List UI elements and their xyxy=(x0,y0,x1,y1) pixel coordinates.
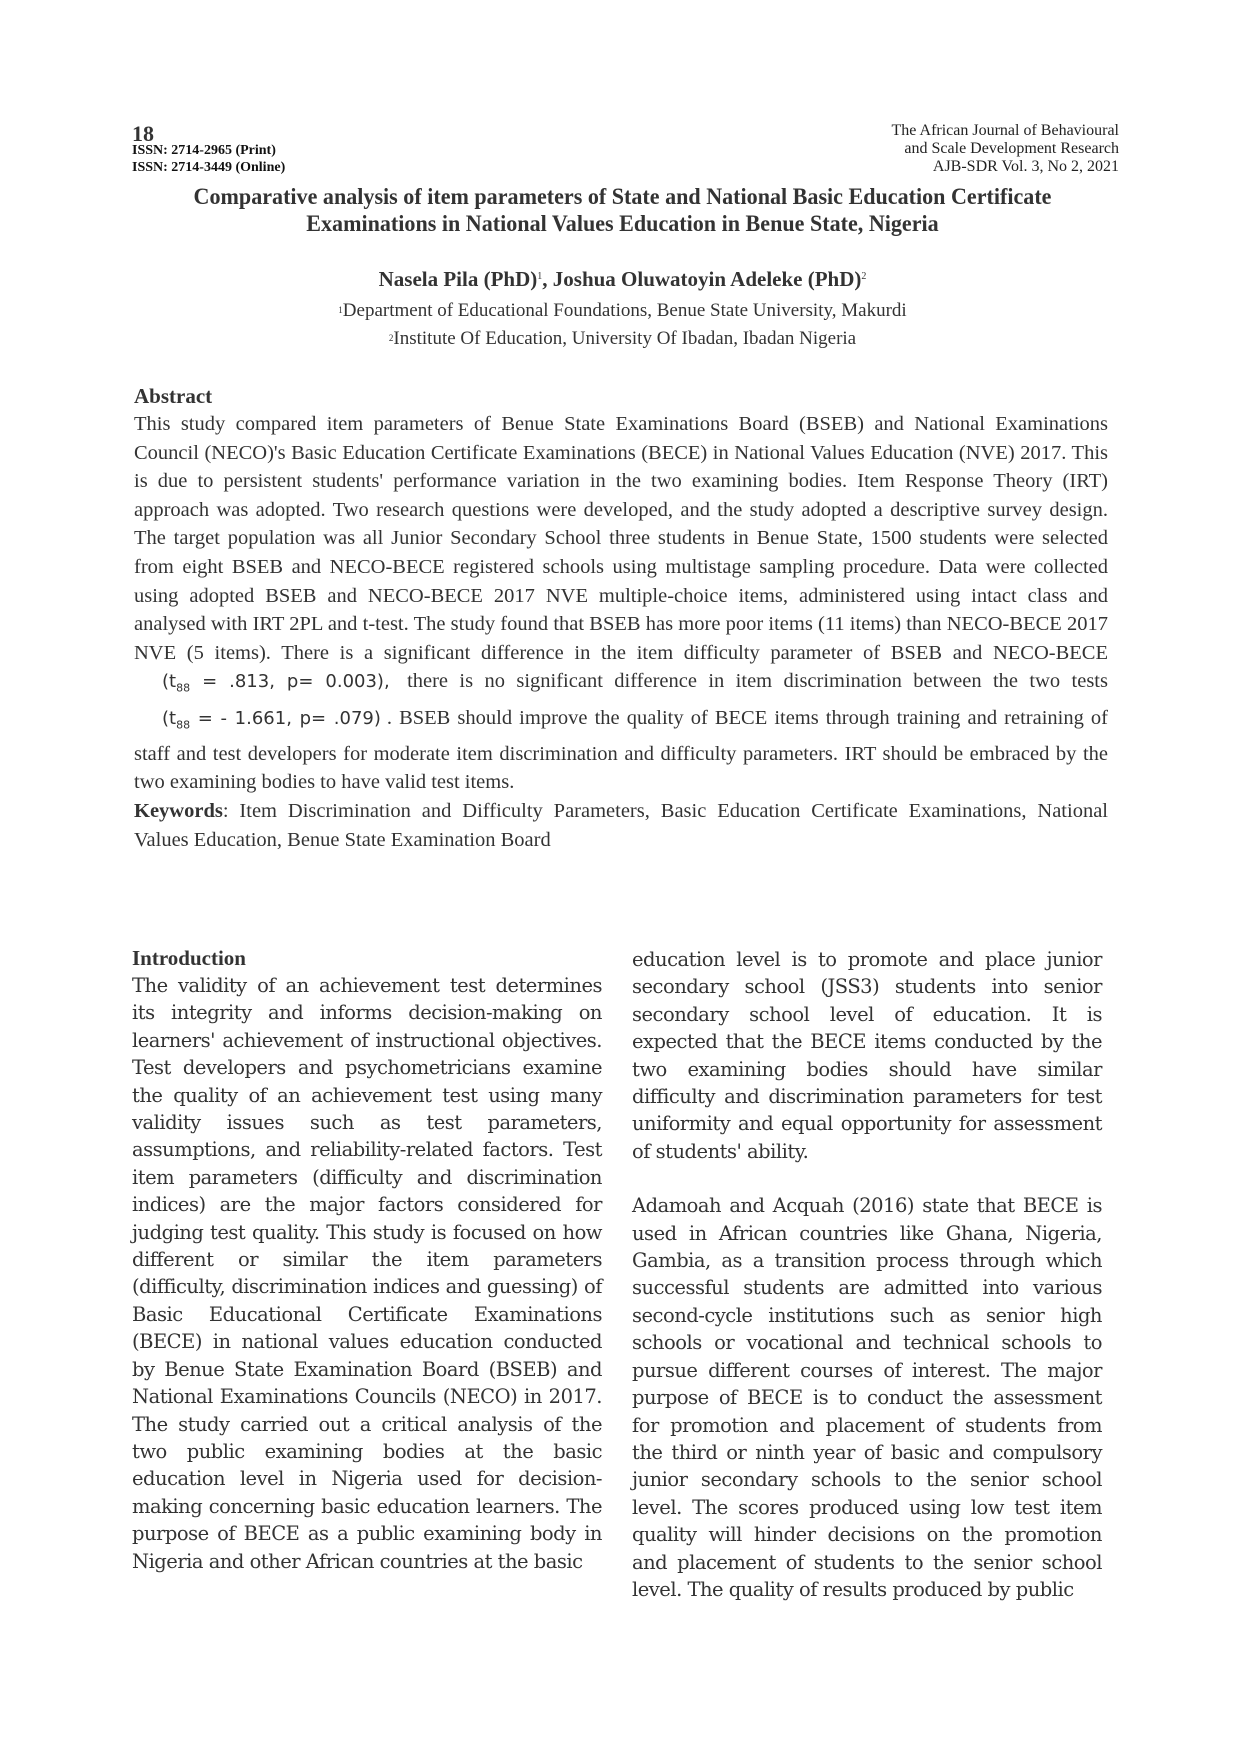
abstract-text-part1: This study compared item parameters of Benue State Examinations Board (BSEB) and National Examinations Council (NECO)'s Basic Education Certificate Examinations (BECE) in National Values Education (NVE) 2017. This is due to persistent students' performance variation in the two examining bodies. Item Response Theory (IRT) approach was adopted. Two research questions were developed, and the study adopted a descriptive survey design. The target population was all Junior Secondary School three students in Benue State, 1500 students were selected from eight BSEB and NECO-BECE registered schools using multistage sampling procedure. Data were collected using adopted BSEB and NECO-BECE 2017 NVE multiple-choice items, administered using intact class and analysed with IRT 2PL and t-test. The study found that BSEB has more poor items (11 items) than NECO-BECE 2017 NVE (5 items). There is a significant difference in the item difficulty parameter of BSEB and NECO-BECE xyxy=(134,413,1108,664)
journal-name-line2: and Scale Development Research xyxy=(904,140,1119,157)
stat-prefix: (t xyxy=(162,671,177,693)
affiliation-2 xyxy=(125,327,1120,351)
keywords-label: Keywords xyxy=(134,799,223,822)
article-title xyxy=(145,183,1100,237)
discrimination-t-test-stat xyxy=(134,707,387,732)
difficulty-t-test-stat xyxy=(134,671,396,695)
author-name: Joshua Oluwatoyin Adeleke (PhD) xyxy=(552,267,862,291)
left-column xyxy=(132,945,602,1575)
abstract-body xyxy=(134,410,1108,854)
author-separator: , xyxy=(542,267,553,291)
affiliation-text: Institute Of Education, University Of Ibadan, Ibadan Nigeria xyxy=(393,328,857,349)
keywords-text: : Item Discrimination and Difficulty Parameters, Basic Education Certificate Examinations, National Values Education, Benue State Examination Board xyxy=(134,799,1108,851)
stat-prefix: (t xyxy=(162,707,177,729)
author-list xyxy=(125,266,1120,292)
introduction-heading: Introduction xyxy=(132,946,246,970)
stat-values: = .813, p= 0.003), xyxy=(190,671,390,693)
stat-values: = - 1.661, p= .079) xyxy=(190,707,381,729)
author-affiliation-marker: 2 xyxy=(861,271,867,282)
issn-online: ISSN: 2714-3449 (Online) xyxy=(132,160,286,175)
abstract-text-part2: there is no significant difference in item discrimination between the two tests xyxy=(407,670,1108,693)
journal-volume: AJB-SDR Vol. 3, No 2, 2021 xyxy=(932,158,1119,175)
affiliation-marker: 1 xyxy=(338,305,343,315)
page-number: 18 xyxy=(132,121,154,146)
affiliation-marker: 2 xyxy=(388,333,394,343)
introduction-paragraph-3: Adamoah and Acquah (2016) state that BECE is used in African countries like Ghana, Nigeria, Gambia, as a transition process through which successful students are admitted into various second-cycle institutions such as senior high schools or vocational and technical schools to pursue different courses of interest. The major purpose of BECE is to conduct the assessment for promotion and placement of students from the third or ninth year of basic and compulsory junior secondary schools to the senior school level. The scores produced using low test item quality will hinder decisions on the promotion and placement of students to the senior school level. The quality of results produced by public xyxy=(632,1194,1102,1601)
affiliation-text: Department of Educational Foundations, Benue State University, Makurdi xyxy=(342,300,907,321)
abstract-heading: Abstract xyxy=(134,384,213,408)
issn-print: ISSN: 2714-2965 (Print) xyxy=(132,143,276,158)
stat-subscript: 88 xyxy=(176,681,191,695)
title-line-2: Examinations in National Values Education in Benue State, Nigeria xyxy=(306,211,939,236)
journal-name-line1: The African Journal of Behavioural xyxy=(891,122,1119,139)
title-line-1: Comparative analysis of item parameters of State and National Basic Education Certificate xyxy=(193,184,1052,209)
right-column xyxy=(632,946,1102,1603)
abstract-text-part3: . BSEB should improve the quality of BECE items through training and retraining of staff and test developers for moderate item discrimination and difficulty parameters. IRT should be embraced by the two examining bodies to have valid test items. xyxy=(134,706,1108,794)
author-affiliation-marker: 1 xyxy=(537,271,543,282)
introduction-paragraph-2: education level is to promote and place junior secondary school (JSS3) students into senior secondary school level of education. It is expected that the BECE items conducted by the two examining bodies should have similar difficulty and discrimination parameters for test uniformity and equal opportunity for assessment of students' ability. xyxy=(632,948,1102,1163)
journal-info xyxy=(892,122,1119,176)
paragraph-gap xyxy=(632,1165,1102,1192)
author-name: Nasela Pila (PhD) xyxy=(378,267,538,291)
stat-subscript: 88 xyxy=(176,718,191,732)
affiliation-1 xyxy=(125,299,1120,323)
introduction-paragraph-1: The validity of an achievement test determines its integrity and informs decision-making on learners' achievement of instructional objectives. Test developers and psychometricians examine the quality of an achievement test using many validity issues such as test parameters, assumptions, and reliability-related factors. Test item parameters (difficulty and discrimination indices) are the major factors considered for judging test quality. This study is focused on how different or similar the item parameters (difficulty, discrimination indices and guessing) of Basic Educational Certificate Examinations (BECE) in national values education conducted by Benue State Examination Board (BSEB) and National Examinations Councils (NECO) in 2017. The study carried out a critical analysis of the two public examining bodies at the basic education level in Nigeria used for decision-making concerning basic education learners. The purpose of BECE as a public examining body in Nigeria and other African countries at the basic xyxy=(132,974,602,1573)
